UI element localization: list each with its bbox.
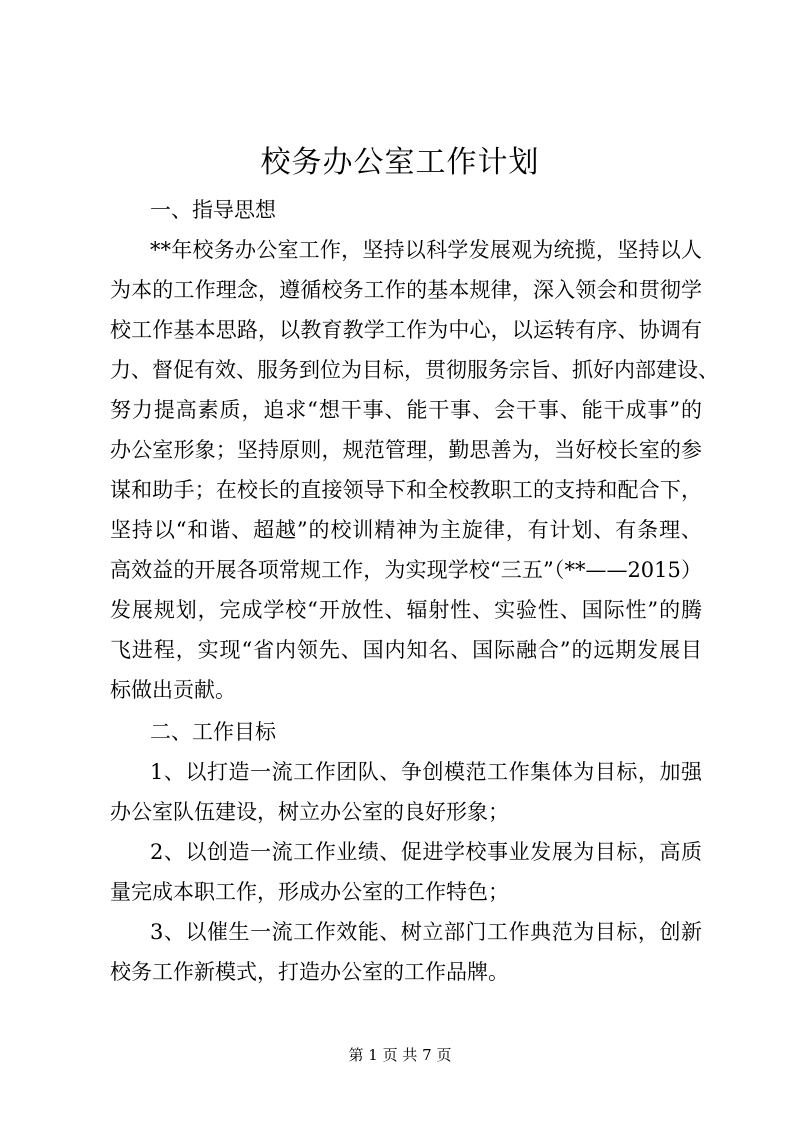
paragraph-line: 坚持以“和谐、超越”的校训精神为主旋律，有计划、有条理、 bbox=[110, 518, 702, 542]
paragraph-line: 校工作基本思路，以教育教学工作为中心，以运转有序、协调有 bbox=[110, 318, 702, 342]
list-item-line: 1、以打造一流工作团队、争创模范工作集体为目标，加强 bbox=[150, 760, 702, 784]
list-item-line: 办公室队伍建设，树立办公室的良好形象； bbox=[110, 800, 509, 824]
paragraph-line: 标做出贡献。 bbox=[110, 678, 236, 702]
section-heading-work-goals: 二、工作目标 bbox=[150, 720, 276, 744]
list-item-line: 3、以催生一流工作效能、树立部门工作典范为目标，创新 bbox=[150, 920, 702, 944]
paragraph-line: 发展规划，完成学校“开放性、辐射性、实验性、国际性”的腾 bbox=[110, 598, 702, 622]
paragraph-line: 办公室形象；坚持原则，规范管理，勤思善为，当好校长室的参 bbox=[110, 438, 702, 462]
paragraph-line: 努力提高素质，追求“想干事、能干事、会干事、能干成事”的 bbox=[110, 398, 702, 422]
paragraph-line: 为本的工作理念，遵循校务工作的基本规律，深入领会和贯彻学 bbox=[110, 278, 702, 302]
list-item-line: 2、以创造一流工作业绩、促进学校事业发展为目标，高质 bbox=[150, 840, 702, 864]
list-item-line: 量完成本职工作，形成办公室的工作特色； bbox=[110, 880, 509, 904]
paragraph-line: 飞进程，实现“省内领先、国内知名、国际融合”的远期发展目 bbox=[110, 638, 702, 662]
list-item-line: 校务工作新模式，打造办公室的工作品牌。 bbox=[110, 960, 509, 984]
section-heading-guiding-thought: 一、指导思想 bbox=[150, 198, 276, 222]
paragraph-line: **年校务办公室工作，坚持以科学发展观为统揽，坚持以人 bbox=[150, 238, 702, 262]
paragraph-line: 高效益的开展各项常规工作，为实现学校“三五”（**——2015） bbox=[110, 558, 702, 582]
document-title: 校务办公室工作计划 bbox=[260, 145, 540, 180]
page-footer: 第 1 页 共 7 页 bbox=[348, 1046, 452, 1064]
paragraph-line: 谋和助手；在校长的直接领导下和全校教职工的支持和配合下， bbox=[110, 478, 702, 502]
paragraph-line: 力、督促有效、服务到位为目标，贯彻服务宗旨、抓好内部建设、 bbox=[110, 358, 719, 382]
